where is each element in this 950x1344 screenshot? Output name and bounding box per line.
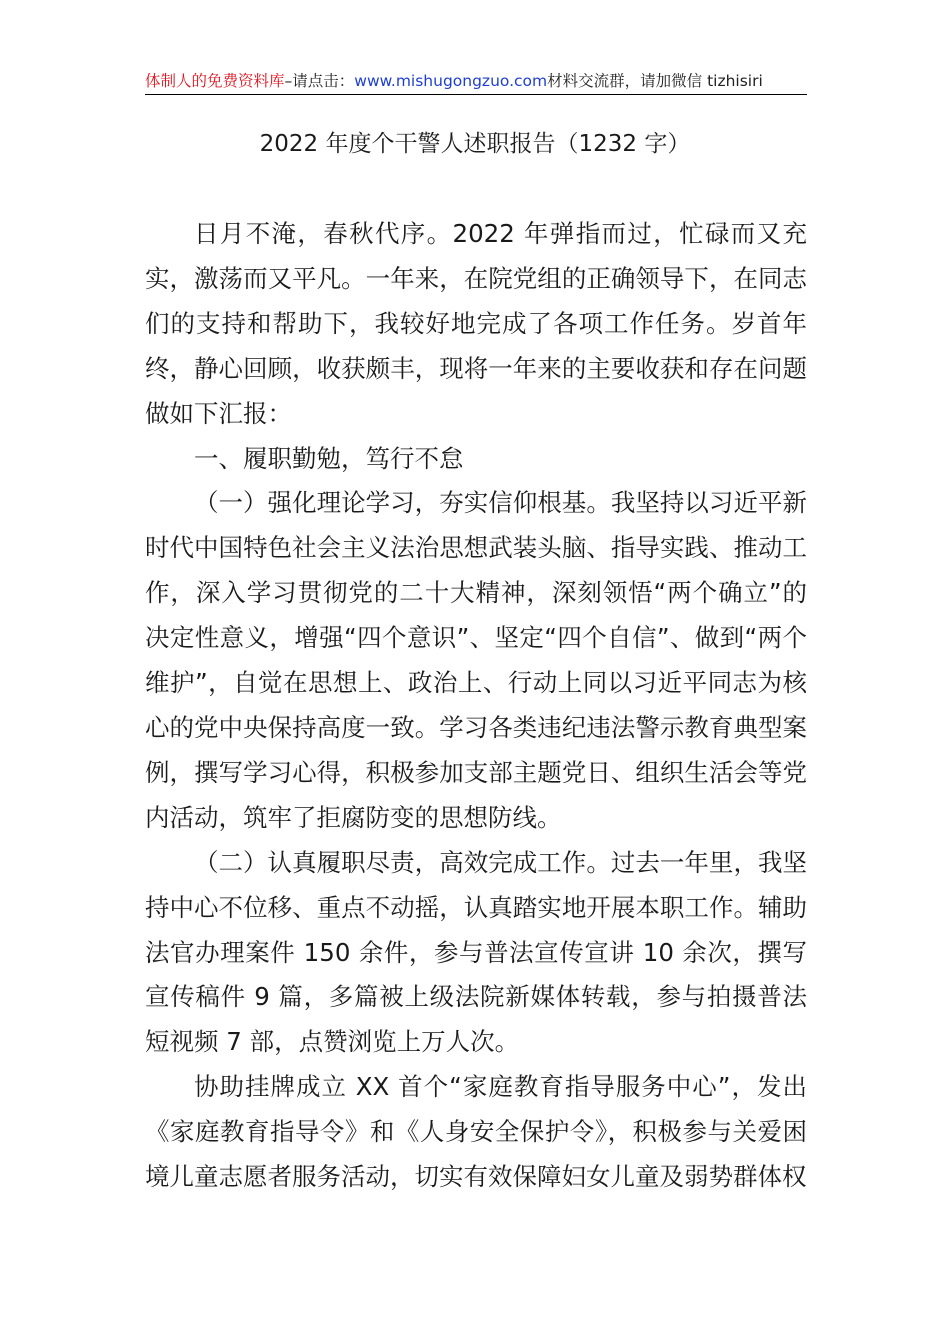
- document-body: [145, 212, 807, 1200]
- header-url-link[interactable]: www.mishugongzuo.com: [354, 72, 548, 90]
- header-contact: 材料交流群，请加微信 tizhisiri: [547, 72, 763, 90]
- page-header: [145, 68, 807, 95]
- paragraph-theory-study: （一）强化理论学习，夯实信仰根基。我坚持以习近平新时代中国特色社会主义法治思想武装头脑、指导实践、推动工作，深入学习贯彻党的二十大精神，深刻领悟“两个确立”的决定性意义，增强“四个意识”、坚定“四个自信”、做到“两个维护”，自觉在思想上、政治上、行动上同以习近平同志为核心的党中央保持高度一致。学习各类违纪违法警示教育典型案例，撰写学习心得，积极参加支部主题党日、组织生活会等党内活动，筑牢了拒腐防变的思想防线。: [145, 488, 807, 832]
- section-heading-1: 一、履职勤勉，笃行不怠: [194, 443, 464, 473]
- header-prompt: –请点击：: [284, 72, 355, 90]
- paragraph-intro: 日月不淹，春秋代序。2022 年弹指而过，忙碌而又充实，激荡而又平凡。一年来，在院党组的正确领导下，在同志们的支持和帮助下，我较好地完成了各项工作任务。岁首年终，静心回顾，收获颇丰，现将一年来的主要收获和存在问题做如下汇报：: [145, 219, 807, 428]
- paragraph-family-education: 协助挂牌成立 XX 首个“家庭教育指导服务中心”，发出《家庭教育指导令》和《人身安全保护令》，积极参与关爱困境儿童志愿者服务活动，切实有效保障妇女儿童及弱势群体权: [145, 1072, 807, 1192]
- document-title: 2022 年度个干警人述职报告（1232 字）: [259, 131, 691, 157]
- paragraph-duties: （二）认真履职尽责，高效完成工作。过去一年里，我坚持中心不位移、重点不动摇，认真踏实地开展本职工作。辅助法官办理案件 150 余件，参与普法宣传宣讲 10 余次，撰写宣传稿件 9 篇，多篇被上级法院新媒体转载，参与拍摄普法短视频 7 部，点赞浏览上万人次。: [145, 847, 807, 1057]
- header-brand: 体制人的免费资料库: [145, 72, 285, 90]
